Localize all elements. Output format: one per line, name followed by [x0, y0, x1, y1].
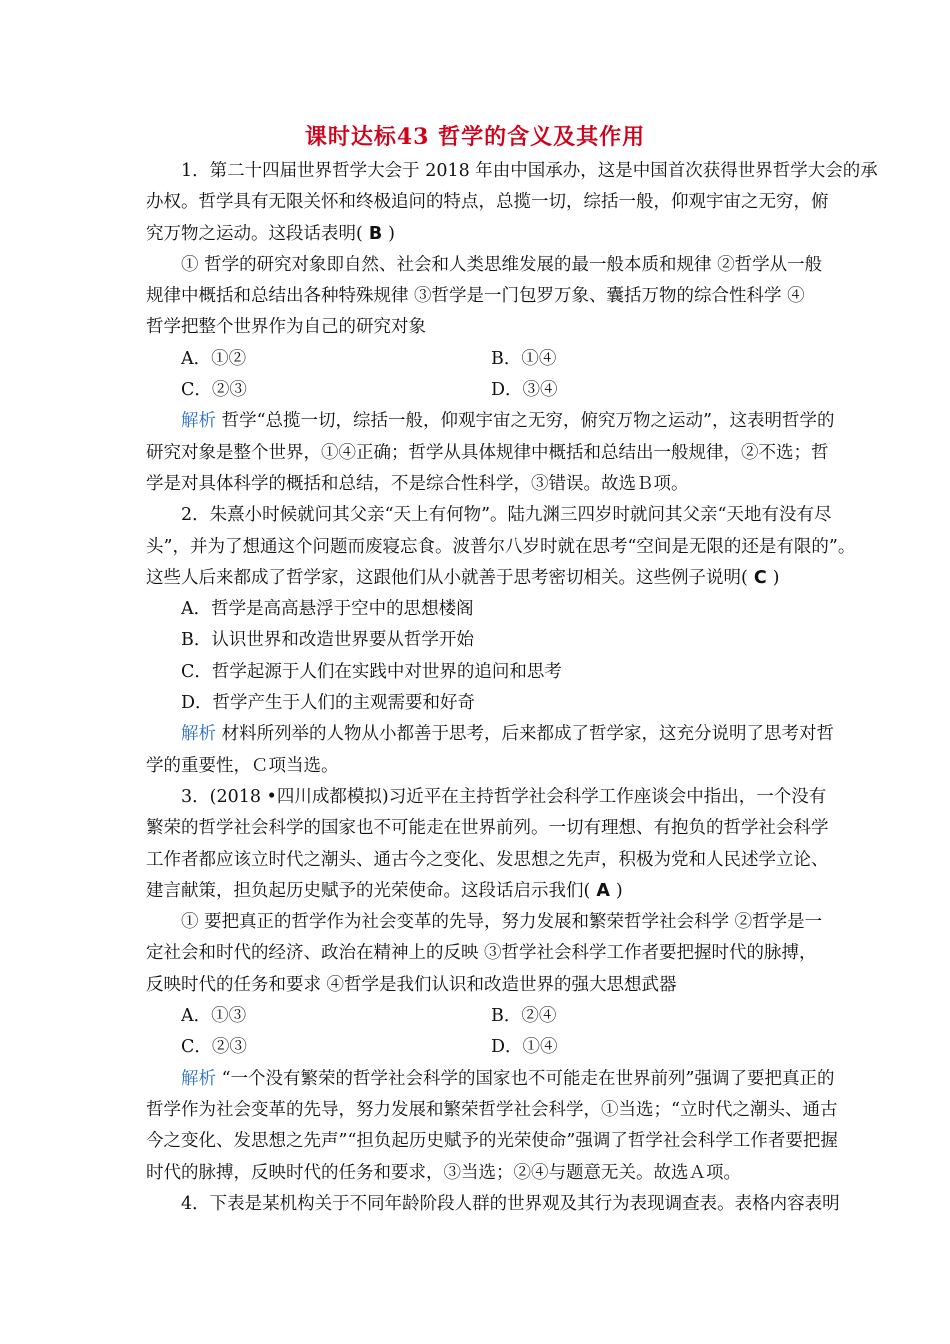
statement-line: 反映时代的任务和要求 ④哲学是我们认识和改造世界的强大思想武器 — [146, 974, 677, 995]
statement-line: 定社会和时代的经济、政治在精神上的反映 ③哲学社会科学工作者要把握时代的脉搏， — [146, 943, 817, 964]
analysis-line: 时代的脉搏，反映时代的任务和要求，③当选；②④与题意无关。故选Ａ项。 — [146, 1162, 741, 1183]
option-b: B．认识世界和改造世界要从哲学开始 — [181, 630, 474, 651]
analysis-line: 哲学作为社会变革的先导，努力发展和繁荣哲学社会科学，①当选；“立时代之潮头、通古 — [146, 1099, 838, 1120]
question-stem-line: 繁荣的哲学社会科学的国家也不可能走在世界前列。一切有理想、有抱负的哲学社会科学 — [146, 818, 829, 839]
analysis-line — [146, 719, 835, 750]
question-4 — [146, 1189, 840, 1220]
statement-line: ① 哲学的研究对象即自然、社会和人类思维发展的最一般本质和规律 ②哲学从一般 — [181, 254, 823, 275]
statement-line: 规律中概括和总结出各种特殊规律 ③哲学是一门包罗万象、囊括万物的综合性科学 ④ — [146, 286, 805, 307]
stem-text: 这些人后来都成了哲学家，这跟他们从小就善于思考密切相关。这些例子说明( — [146, 567, 748, 588]
analysis-line: 研究对象是整个世界，①④正确；哲学从具体规律中概括和总结出一般规律，②不选；哲 — [146, 442, 829, 463]
option-d: D．③④ — [491, 380, 558, 401]
analysis-line — [146, 1064, 835, 1095]
content — [146, 156, 878, 1220]
question-stem-line: 2．朱熹小时候就问其父亲“天上有何物”。陆九渊三四岁时就问其父亲“天地有没有尽 — [181, 505, 832, 526]
analysis-line: 学是对具体科学的概括和总结，不是综合性科学，③错误。故选Ｂ项。 — [146, 473, 689, 494]
analysis-line: 今之变化、发思想之先声”“担负起历史赋予的光荣使命”强调了哲学社会科学工作者要把握 — [146, 1131, 838, 1152]
question-stem-line: 工作者都应该立时代之潮头、通古今之变化、发思想之先声，积极为党和人民述学立论、 — [146, 849, 829, 870]
question-stem-line: 办权。哲学具有无限关怀和终极追问的特点，总揽一切，综括一般，仰观宇宙之无穷，俯 — [146, 192, 829, 213]
option-a: A．①② — [181, 348, 247, 369]
question-stem-line: 4．下表是某机构关于不同年龄阶段人群的世界观及其行为表现调查表。表格内容表明 — [181, 1193, 840, 1214]
question-3 — [146, 782, 838, 1189]
question-stem-end — [146, 563, 810, 594]
question-1 — [146, 156, 878, 500]
question-stem-line: 头”，并为了想通这个问题而废寝忘食。波普尔八岁时就在思考“空间是无限的还是有限的”。 — [146, 536, 856, 557]
analysis-text: 材料所列举的人物从小都善于思考，后来都成了哲学家，这充分说明了思考对哲 — [216, 724, 835, 745]
option-c: C．哲学起源于人们在实践中对世界的追问和思考 — [181, 661, 562, 682]
options-row — [146, 1032, 810, 1063]
answer-letter: B — [368, 223, 383, 244]
question-stem-end — [146, 219, 810, 250]
analysis-text: 哲学“总揽一切，综括一般，仰观宇宙之无穷，俯究万物之运动”，这表明哲学的 — [216, 411, 835, 432]
analysis-label: 解析 — [181, 1068, 216, 1089]
stem-text: 究万物之运动。这段话表明( — [146, 223, 363, 244]
option-b: B．①④ — [491, 348, 557, 369]
stem-close: ) — [772, 567, 780, 588]
analysis-text: “一个没有繁荣的哲学社会科学的国家也不可能走在世界前列”强调了要把真正的 — [216, 1068, 835, 1089]
page-title: 课时达标43 哲学的含义及其作用 — [304, 124, 646, 150]
stem-close: ) — [388, 223, 395, 244]
answer-letter: A — [596, 880, 610, 901]
options-row — [146, 1001, 810, 1032]
question-stem-line: 1．第二十四届世界哲学大会于 2018 年由中国承办，这是中国首次获得世界哲学大会的承 — [181, 161, 878, 181]
stem-close: ) — [615, 880, 623, 901]
analysis-label: 解析 — [181, 724, 216, 745]
option-a: A．①③ — [181, 1006, 247, 1027]
analysis-line — [146, 406, 835, 437]
option-c: C．②③ — [181, 1037, 247, 1058]
option-a: A．哲学是高高悬浮于空中的思想楼阁 — [181, 599, 474, 620]
option-b: B．②④ — [491, 1006, 557, 1027]
analysis-line: 学的重要性，Ｃ项当选。 — [146, 755, 339, 776]
question-2 — [146, 500, 856, 782]
options-row — [146, 344, 810, 375]
analysis-label: 解析 — [181, 411, 216, 432]
option-c: C．②③ — [181, 380, 247, 401]
question-stem-end — [146, 876, 810, 907]
options-row — [146, 375, 810, 406]
option-d: D．哲学产生于人们的主观需要和好奇 — [181, 693, 476, 714]
statement-line: 哲学把整个世界作为自己的研究对象 — [146, 317, 426, 338]
stem-text: 建言献策，担负起历史赋予的光荣使命。这段话启示我们( — [146, 880, 591, 901]
option-d: D．①④ — [491, 1037, 558, 1058]
statement-line: ① 要把真正的哲学作为社会变革的先导，努力发展和繁荣哲学社会科学 ②哲学是一 — [181, 912, 823, 933]
question-stem-line: 3．(2018 •四川成都模拟)习近平在主持哲学社会科学工作座谈会中指出，一个没有 — [181, 786, 827, 807]
answer-letter: C — [753, 567, 767, 588]
